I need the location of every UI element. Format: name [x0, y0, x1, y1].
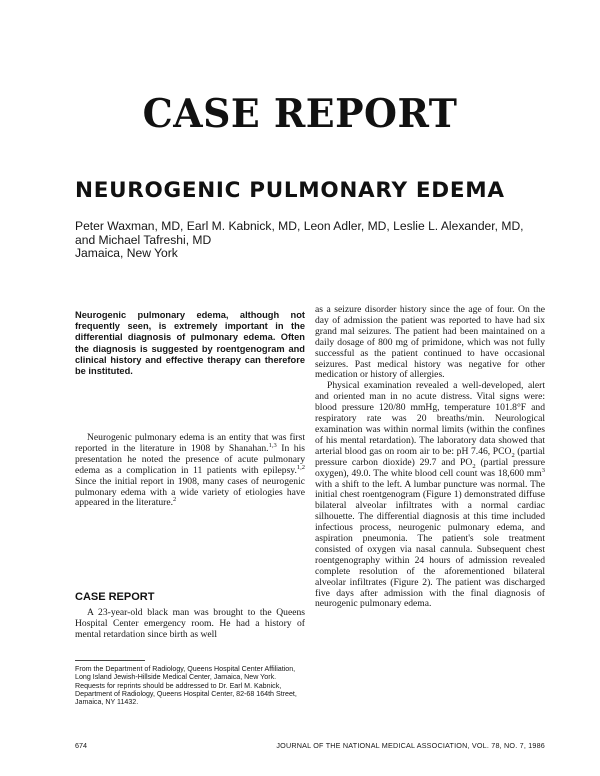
- citation-ref: 1,3: [268, 441, 277, 449]
- case-report-paragraph: [75, 608, 305, 641]
- case-report-heading: CASE REPORT: [75, 591, 155, 603]
- page-number: 674: [75, 741, 87, 750]
- examination-paragraph: Physical examination revealed a well-developed, alert and oriented man in no acute distress. Vital signs were: blood pressure 120/80 mmHg, temperature 101.8°F and respiratory rate was 20 breaths/min. Neurological examination was within normal limits (within the confines of his mental retardation). The laboratory data showed that arterial blood gas on room air to be: pH 7.46, $PCO_2$ (partial pressure carbon dioxide) 29.7 and $PO_2$ (partial pressure oxygen), 49.0. The white blood cell count was 18,600 $mm^3$ with a shift to the left. A lumbar puncture was normal. The initial chest roentgenogram (Figure 1) demonstrated diffuse bilateral alveolar infiltrates with a normal cardiac silhouette. The differential diagnosis at this time included infectious process, neurogenic pulmonary edema, and aspiration pneumonia. The patient's sole treatment consisted of oxygen via nasal cannula. Subsequent chest roentgenography within 24 hours of admission revealed complete resolution of the aforementioned bilateral alveolar infiltrates (Figure 2). The patient was discharged five days after admission with the final diagnosis of neurogenic pulmonary edema.: [315, 380, 545, 610]
- author-list: Peter Waxman, MD, Earl M. Kabnick, MD, Leon Adler, MD, Leslie L. Alexander, MD, and Michael Tafreshi, MD: [75, 219, 524, 247]
- intro-paragraph: [75, 433, 305, 509]
- citation-ref: 2: [173, 496, 177, 504]
- abstract-text: Neurogenic pulmonary edema, although not frequently seen, is extremely important in the differential diagnosis of pulmonary edema. Often the diagnosis is suggested by roentgenogram and clinical history and effective therapy can therefore be instituted.: [75, 310, 305, 377]
- footnote-divider: [75, 660, 145, 661]
- article-title: NEUROGENIC PULMONARY EDEMA: [75, 178, 505, 203]
- affiliation-footnote: From the Department of Radiology, Queens Hospital Center Affiliation, Long Island Jewish-Hillside Medical Center, Jamaica, New York. Requests for reprints should be addressed to Dr. Earl M. Kabnick, Department of Radiology, Queens Hospital Center, 82-68 164th Street, Jamaica, NY 11432.: [75, 665, 297, 707]
- intro-text: Neurogenic pulmonary edema is an entity that was first reported in the literature in 1908 by Shanahan.$^{1,3}$ In his presentation he noted the presence of acute pulmonary edema as a complication in 11 patients with epilepsy.$^{1,2}$ Since the initial report in 1908, many cases of neurogenic pulmonary edema with a wide variety of etiologies have appeared in the literature.$^2$: [75, 432, 305, 509]
- history-paragraph: as a seizure disorder history since the age of four. On the day of admission the patient was reported to have had six grand mal seizures. The patient had been maintained on a daily dosage of 800 mg of primidone, which was not fully successful as the patient continued to have occasional seizures. Past medical history was negative for other medication or history of allergies.: [315, 304, 545, 381]
- right-column: [315, 305, 545, 610]
- case-report-text: A 23-year-old black man was brought to the Queens Hospital Center emergency room. He had a history of mental retardation since birth as well: [75, 607, 305, 640]
- section-label: CASE REPORT: [142, 91, 458, 137]
- citation-ref: 1,2: [296, 463, 305, 471]
- abstract: [75, 310, 305, 377]
- author-location: Jamaica, New York: [75, 246, 178, 260]
- journal-footer: JOURNAL OF THE NATIONAL MEDICAL ASSOCIATION, VOL. 78, NO. 7, 1986: [276, 741, 545, 750]
